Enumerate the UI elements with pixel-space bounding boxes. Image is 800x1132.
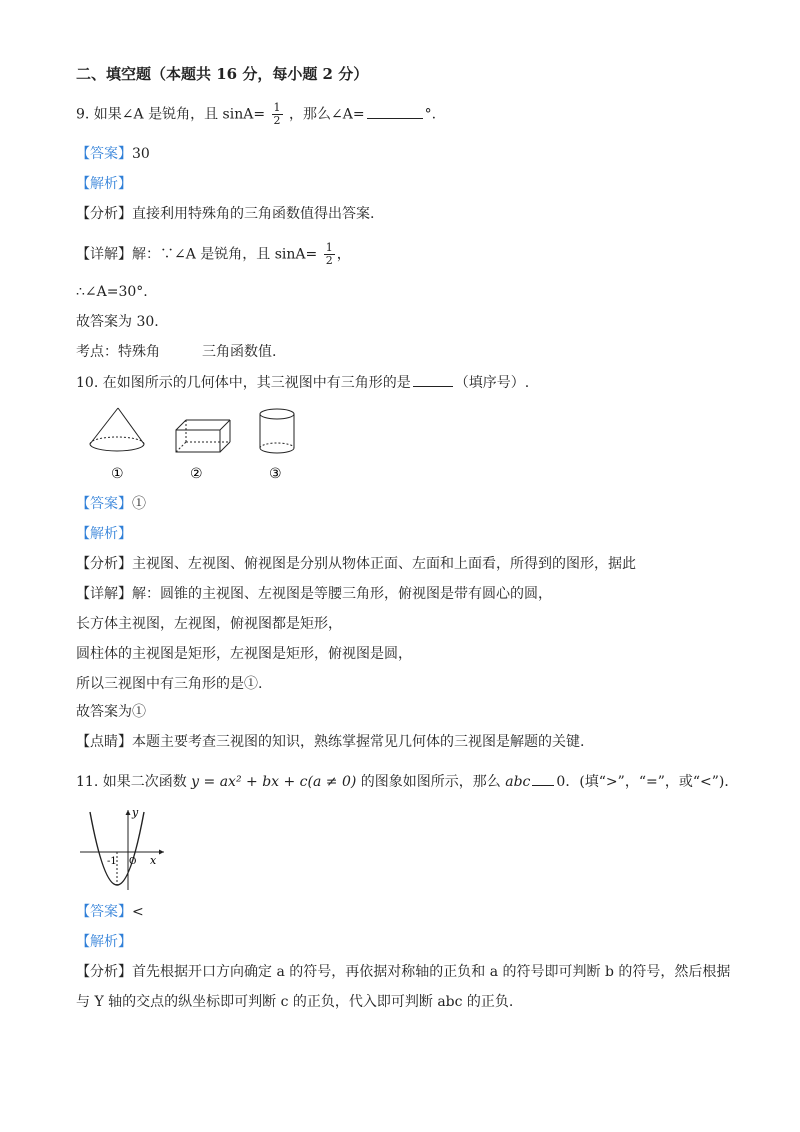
q11-fenxi2: 与 Y 轴的交点的纵坐标即可判断 c 的正负，代入即可判断 abc 的正负. — [76, 994, 514, 1010]
graph-tick-minus-1: -1 — [107, 856, 117, 867]
q11-parabola-graph — [78, 806, 168, 892]
question-9 — [76, 102, 436, 127]
graph-x-label: x — [150, 854, 157, 867]
q10-dianjing: 本题主要考查三视图的知识，熟练掌握常见几何体的三视图是解题的关键. — [132, 734, 585, 750]
q10-answer-line — [76, 494, 146, 514]
x-axis-arrow — [159, 850, 164, 855]
q9-frac-num: 1 — [273, 101, 281, 114]
fig-label-3: ③ — [269, 466, 282, 482]
q10-fenxi: 主视图、左视图、俯视图是分别从物体正面、左面和上面看，所得到的图形，据此 — [132, 556, 636, 572]
q9-detail-line — [76, 242, 351, 267]
cylinder-figure — [260, 409, 294, 453]
q9-analysis-tag: 【解析】 — [76, 176, 132, 192]
q9-detail-frac-den: 2 — [325, 254, 333, 267]
q10-detail-line — [76, 584, 552, 604]
section-title: 二、填空题（本题共 16 分，每小题 2 分） — [76, 65, 369, 83]
q11-answer-line — [76, 902, 144, 922]
q9-fraction — [272, 102, 283, 127]
q9-line1: ∴∠A=30°. — [76, 284, 148, 300]
question-10 — [76, 373, 529, 393]
q10-answer: ① — [132, 496, 146, 512]
q11-prefix: 11. 如果二次函数 — [76, 774, 187, 790]
y-axis-arrow — [126, 810, 131, 815]
q11-abc: abc — [505, 774, 531, 790]
q9-detail-frac-num: 1 — [325, 241, 333, 254]
q11-analysis-tag: 【解析】 — [76, 934, 132, 950]
parabola-curve — [90, 812, 144, 885]
q11-formula: y = ax² + bx + c(a ≠ 0) — [191, 774, 357, 790]
q9-detail-fraction — [324, 242, 335, 267]
q9-answer-tag: 【答案】 — [76, 146, 132, 162]
q10-fenxi-tag: 【分析】 — [76, 556, 132, 572]
q9-line2: 故答案为 30. — [76, 314, 159, 330]
q9-suffix: ，那么∠A= — [288, 106, 365, 123]
q9-end: °. — [424, 106, 437, 123]
q10-fenxi-line — [76, 554, 636, 574]
q11-end: 0．(填“>”，“=”，或“<”)． — [556, 774, 739, 790]
q11-answer-tag: 【答案】 — [76, 904, 132, 920]
q10-dianjing-tag: 【点睛】 — [76, 734, 132, 750]
q10-line2: 圆柱体的主视图是矩形，左视图是矩形，俯视图是圆， — [76, 646, 412, 662]
graph-y-label: y — [132, 806, 139, 819]
q11-mid: 的图象如图所示，那么 — [360, 774, 501, 790]
q11-answer: < — [132, 904, 144, 920]
question-11 — [76, 772, 738, 792]
fig-label-2: ② — [190, 466, 203, 482]
q10-analysis-tag: 【解析】 — [76, 526, 132, 542]
cone-figure — [90, 408, 144, 451]
q9-fenxi-line — [76, 204, 374, 224]
q9-prefix: 9. 如果∠A 是锐角，且 sinA= — [76, 106, 266, 123]
q10-dianjing-line — [76, 732, 584, 752]
q11-fenxi-line — [76, 962, 730, 982]
q11-answer-blank[interactable] — [532, 773, 554, 786]
q10-answer-blank[interactable] — [413, 374, 453, 387]
q11-fenxi1: 首先根据开口方向确定 a 的符号，再依据对称轴的正负和 a 的符号即可判断 b 的符号，然后根据 — [132, 964, 731, 980]
q9-detail-prefix: 解：∵∠A 是锐角，且 sinA= — [132, 246, 318, 263]
cuboid-figure — [176, 420, 230, 452]
q9-answer-blank[interactable] — [367, 106, 423, 119]
q9-answer: 30 — [132, 146, 150, 162]
q10-stem-end: （填序号）. — [454, 375, 530, 391]
q9-frac-den: 2 — [273, 114, 281, 127]
q10-stem: 10. 在如图所示的几何体中，其三视图中有三角形的是 — [76, 375, 411, 391]
q9-fenxi-tag: 【分析】 — [76, 206, 132, 222]
fig-label-1: ① — [111, 466, 124, 482]
q10-line3: 所以三视图中有三角形的是①. — [76, 676, 263, 692]
q9-detail-suffix: ， — [336, 246, 351, 263]
q10-line1: 长方体主视图，左视图，俯视图都是矩形， — [76, 616, 342, 632]
graph-origin-label: O — [129, 857, 137, 867]
q10-detail-tag: 【详解】 — [76, 586, 132, 602]
q10-answer-tag: 【答案】 — [76, 496, 132, 512]
q9-detail-tag: 【详解】 — [76, 246, 132, 263]
q9-fenxi: 直接利用特殊角的三角函数值得出答案. — [132, 206, 375, 222]
q10-line4: 故答案为① — [76, 704, 146, 720]
q10-detail: 解：圆锥的主视图、左视图是等腰三角形，俯视图是带有圆心的圆， — [132, 586, 552, 602]
q9-line3: 考点：特殊角 三角函数值. — [76, 344, 277, 360]
q9-answer-line — [76, 144, 150, 164]
q10-figures — [84, 404, 324, 484]
q11-fenxi-tag: 【分析】 — [76, 964, 132, 980]
